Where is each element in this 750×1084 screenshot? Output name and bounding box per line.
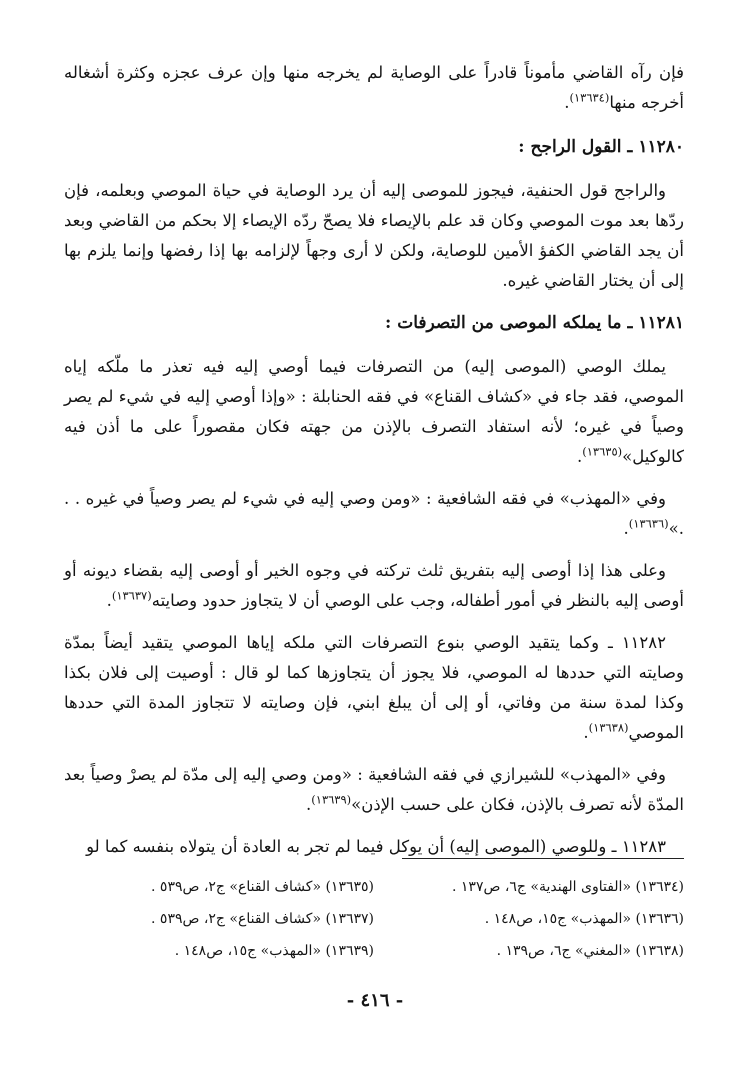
section-heading-11281: ١١٢٨١ ـ ما يملكه الموصى من التصرفات : (385, 313, 684, 333)
footnote-ref[interactable]: (١٣٦٣٩) (311, 792, 352, 807)
footnote-ref[interactable]: (١٣٦٣٥) (582, 444, 623, 459)
footnote-ref[interactable]: (١٣٦٣٧) (111, 588, 152, 603)
paragraph-11282: ١١٢٨٢ ـ وكما يتقيد الوصي بنوع التصرفات التي ملكه إياها الموصي يتقيد أيضاً بمدّة وصايته التي حددها له الموصي، فلا يجوز أن يتجاوزها كما لو قال : أوصيت إلى فلان بكذا وكذا لمدة سنة من وفاتي، أو إلى أن يبلغ ابني، فإن وصايته لا تتجاوز المدة التي حددها الموصي$^{(١٣٦٣٨)}$. (64, 633, 684, 742)
paragraph-1: فإن رآه القاضي مأموناً قادراً على الوصاية لم يخرجه منها وإن عرف عجزه وكثرة أشغاله أخرجه منها$^{(١٣٦٣٤)}$. (64, 63, 684, 112)
footnote-13634: (١٣٦٣٤) «الفتاوى الهندية» ج٦، ص١٣٧ . (452, 879, 684, 895)
footnote-13636: (١٣٦٣٦) «المهذب» ج١٥، ص١٤٨ . (484, 911, 684, 927)
paragraph-preferred-opinion: والراجح قول الحنفية، فيجوز للموصى إليه أن يرد الوصاية في حياة الموصي وبعلمه، فإن ردّها بعد موت الموصي وكان قد علم بالإيصاء فلا يصحّ ردّه الإيصاء إلا بحكم من القاضي وبعد أن يجد القاضي الكفؤ الأمين للوصاية، ولكن لا أرى وجهاً لإلزامه بها إذا رفضها وإنما يلزم بها إلى أن يختار القاضي غيره. (64, 181, 684, 290)
section-heading-11280: ١١٢٨٠ ـ القول الراجح : (518, 137, 684, 157)
footnote-ref[interactable]: (١٣٦٣٨) (588, 720, 629, 735)
footnote-ref[interactable]: (١٣٦٣٦) (628, 516, 669, 531)
paragraph-limits: وعلى هذا إذا أوصى إليه بتفريق ثلث تركته في وجوه الخير أو أوصى إليه بقضاء ديونه أو أوصى إليه بالنظر في أمور أطفاله، وجب على الوصي أن لا يتجاوز حدود وصايته$^{(١٣٦٣٧)}$. (64, 561, 684, 610)
footnote-13638: (١٣٦٣٨) «المغني» ج٦، ص١٣٩ . (496, 943, 684, 959)
footnote-13637: (١٣٦٣٧) «كشاف القناع» ج٢، ص٥٣٩ . (151, 911, 374, 927)
paragraph-kashaf-quote: يملك الوصي (الموصى إليه) من التصرفات فيما أوصي إليه فيه تعذر ما ملّكه إياه الموصي، فقد جاء في «كشاف القناع» في فقه الحنابلة : «وإذا أوصي إليه في شيء لم يصر وصياً في غيره؛ لأنه استفاد التصرف بالإذن من جهته فكان مقصوراً على ما أذن فيه كالوكيل»$^{(١٣٦٣٥)}$. (64, 357, 684, 466)
footnote-separator (402, 858, 684, 859)
paragraph-11283: ١١٢٨٣ ـ وللوصي (الموصى إليه) أن يوكل فيما لم تجر به العادة أن يتولاه بنفسه كما لو (86, 837, 666, 856)
footnote-13635: (١٣٦٣٥) «كشاف القناع» ج٢، ص٥٣٩ . (151, 879, 374, 895)
page-number: - ٤١٦ - (346, 990, 404, 1011)
footnotes (64, 874, 684, 964)
paragraph-muhadhab-quote: وفي «المهذب» في فقه الشافعية : «ومن وصي إليه في شيء لم يصر وصياً في غيره . . .»$^{(١٣٦٣٦)}$. (64, 489, 684, 538)
footnote-13639: (١٣٦٣٩) «المهذب» ج١٥، ص١٤٨ . (174, 943, 374, 959)
paragraph-shirazi-quote: وفي «المهذب» للشيرازي في فقه الشافعية : «ومن وصي إليه إلى مدّة لم يصرْ وصياً بعد المدّة لأنه تصرف بالإذن، فكان على حسب الإذن»$^{(١٣٦٣٩)}$. (64, 765, 684, 814)
footnote-ref[interactable]: (١٣٦٣٤) (569, 90, 610, 105)
